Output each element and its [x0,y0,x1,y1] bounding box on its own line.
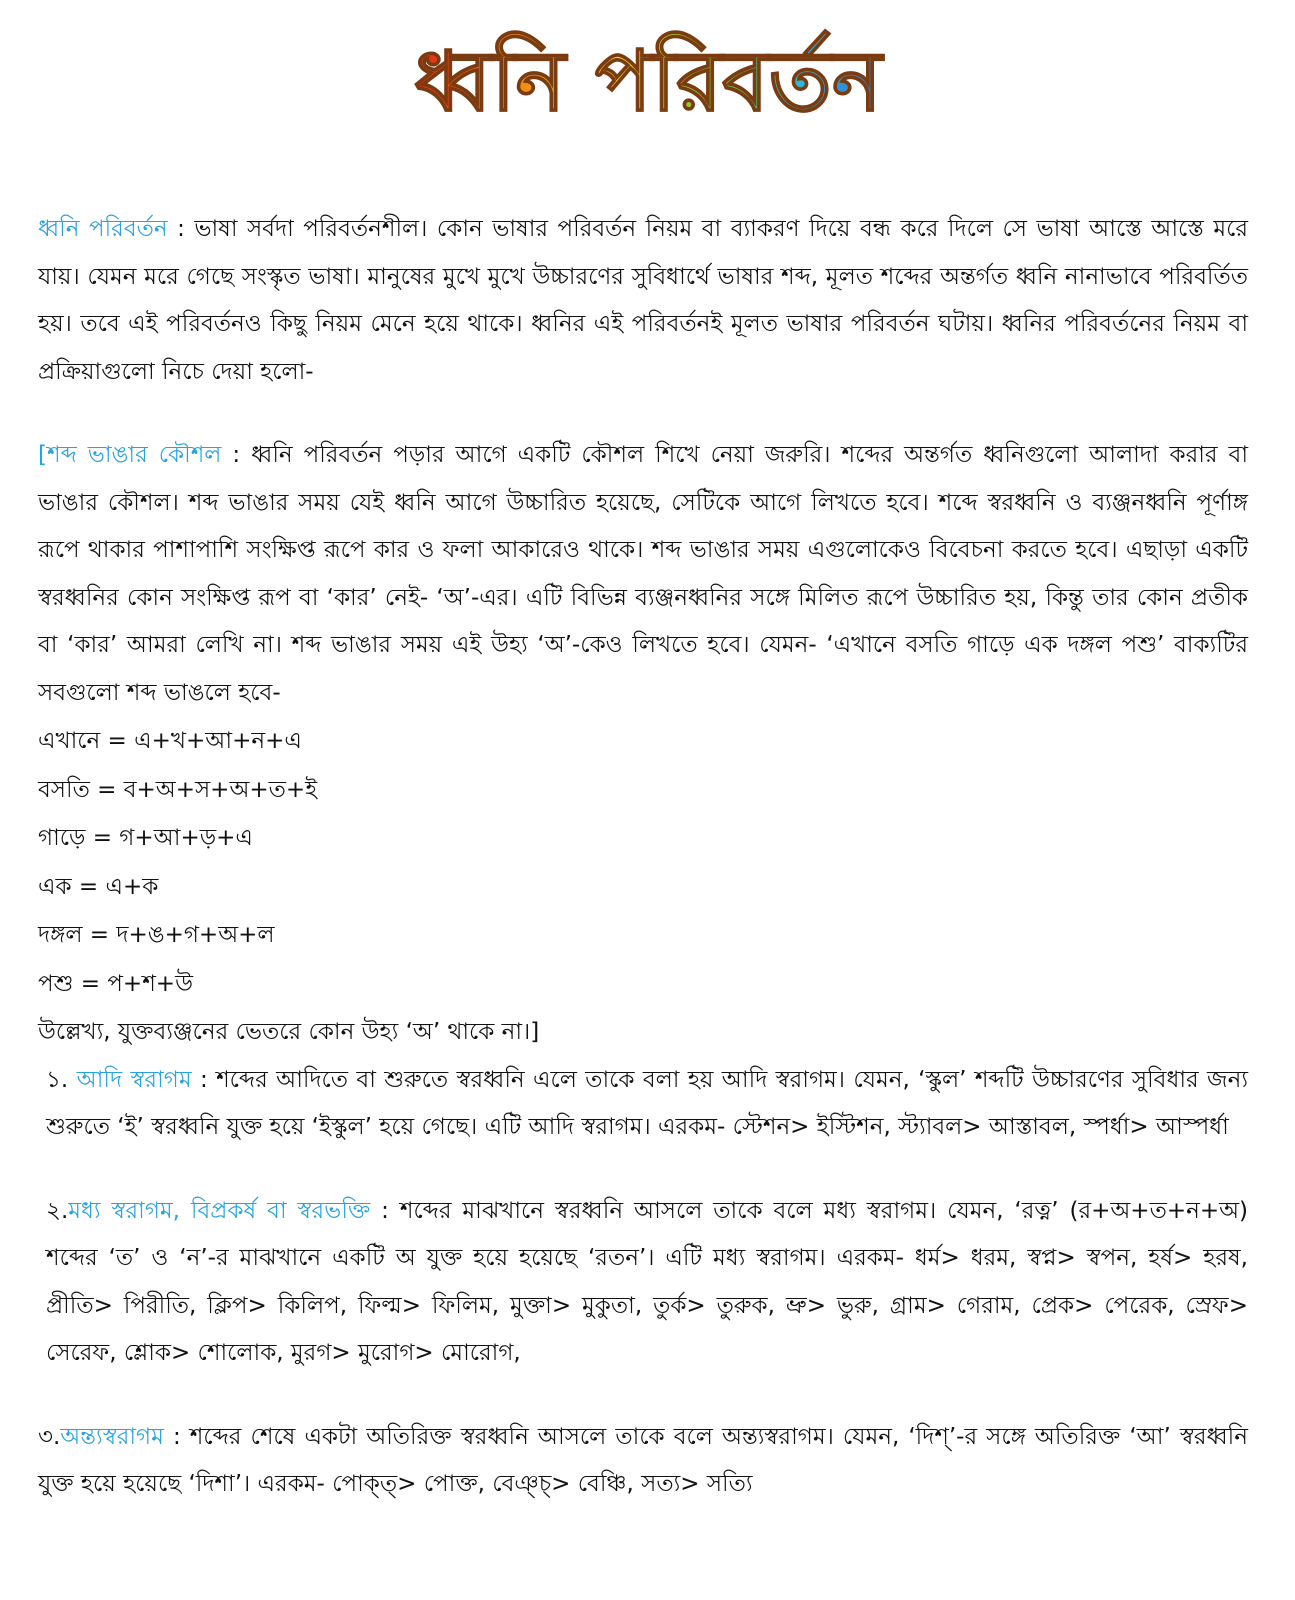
section-text: : শব্দের মাঝখানে স্বরধ্বনি আসলে তাকে বলে মধ্য স্বরাগম। যেমন, ‘রত্ন’ (র+অ+ত+ন+অ) শব্দের ‘ত’ ও ‘ন’-র মাঝখানে একটি অ যুক্ত হয়ে হয়েছে ‘রতন’। এটি মধ্য স্বরাগম। এরকম- ধর্ম> ধরম, স্বপ্ন> স্বপন, হর্ষ> হরষ, প্রীতি> পিরীতি, ক্লিপ> কিলিপ, ফিল্ম> ফিলিম, মুক্তা> মুকুতা, তুর্ক> তুরুক, ভ্রু> ভুরু, গ্রাম> গেরাম, প্রেক> পেরেক, স্রেফ> সেরেফ, শ্লোক> শোলোক, মুরগ> মুরোগ> মোরোগ, [46,1197,1248,1366]
section-medial-vowel [38,1188,1248,1378]
section-text: : শব্দের শেষে একটা অতিরিক্ত স্বরধ্বনি আসলে তাকে বলে অন্ত্যস্বরাগম। যেমন, ‘দিশ্’-র সঙ্গে অতিরিক্ত ‘আ’ স্বরধ্বনি যুক্ত হয়ে হয়েছে ‘দিশা’। এরকম- পোক্ত্> পোক্ত, বেঞ্চ্> বেঞ্চি, সত্য> সত্যি [38,1423,1248,1497]
breakdown-line: এক = এ+ক [38,873,159,900]
section-number: ৩. [38,1423,61,1450]
intro-text: : ভাষা সর্বদা পরিবর্তনশীল। কোন ভাষার পরিবর্তন নিয়ম বা ব্যাকরণ দিয়ে বন্ধ করে দিলে সে ভাষা আস্তে আস্তে মরে যায়। যেমন মরে গেছে সংস্কৃত ভাষা। মানুষের মুখে মুখে উচ্চারণের সুবিধার্থে ভাষার শব্দ, মূলত শব্দের অন্তর্গত ধ্বনি নানাভাবে পরিবর্তিত হয়। তবে এই পরিবর্তনও কিছু নিয়ম মেনে হয়ে থাকে। ধ্বনির এই পরিবর্তনই মূলত ভাষার পরিবর্তন ঘটায়। ধ্বনির পরিবর্তনের নিয়ম বা প্রক্রিয়াগুলো নিচে দেয়া হলো- [38,216,1248,385]
breakdown-line: বসতি = ব+অ+স+অ+ত+ই [38,776,318,803]
breakdown-line: গাড়ে = গ+আ+ড়+এ [38,825,253,851]
section-term: অন্ত্যস্বরাগম [60,1423,164,1450]
technique-bracket: [ [38,442,47,468]
technique-paragraph [38,432,1248,717]
spacer [38,396,1248,432]
intro-term: ধ্বনি পরিবর্তন [38,216,168,242]
section-initial-vowel [38,1057,1248,1152]
spacer [38,1152,1248,1188]
technique-text: : ধ্বনি পরিবর্তন পড়ার আগে একটি কৌশল শিখে নেয়া জরুরি। শব্দের অন্তর্গত ধ্বনিগুলো আলাদা করার বা ভাঙার কৌশল। শব্দ ভাঙার সময় যেই ধ্বনি আগে উচ্চারিত হয়েছে, সেটিকে আগে লিখতে হবে। শব্দে স্বরধ্বনি ও ব্যঞ্জনধ্বনি পূর্ণাঙ্গ রূপে থাকার পাশাপাশি সংক্ষিপ্ত রূপে কার ও ফলা আকারেও থাকে। শব্দ ভাঙার সময় এগুলোকেও বিবেচনা করতে হবে। এছাড়া একটি স্বরধ্বনির কোন সংক্ষিপ্ত রূপ বা ‘কার’ নেই- ‘অ’-এর। এটি বিভিন্ন ব্যঞ্জনধ্বনির সঙ্গে মিলিত রূপে উচ্চারিত হয়, কিন্তু তার কোন প্রতীক বা ‘কার’ আমরা লেখি না। শব্দ ভাঙার সময় এই উহ্য ‘অ’-কেও লিখতে হবে। যেমন- ‘এখানে বসতি গাড়ে এক দঙ্গল পশু’ বাক্যটির সবগুলো শব্দ ভাঙলে হবে- [38,442,1248,706]
title-graphic [388,18,908,148]
document-body [38,206,1248,1509]
technique-term: শব্দ ভাঙার কৌশল [46,442,222,468]
section-number: ১. [46,1066,77,1093]
technique-note: উল্লেখ্য, যুক্তব্যঞ্জনের ভেতরে কোন উহ্য ‘অ’ থাকে না।] [38,1019,540,1045]
spacer [38,1378,1248,1414]
breakdown-line: এখানে = এ+খ+আ+ন+এ [38,728,302,754]
page-title [0,18,1295,148]
section-term: মধ্য স্বরাগম, বিপ্রকর্ষ বা স্বরভক্তি [68,1197,371,1224]
section-number: ২. [46,1197,69,1224]
section-final-vowel [38,1414,1248,1509]
title-text: ধ্বনি পরিবর্তন [413,32,882,130]
breakdown-line: পশু = প+শ+উ [38,970,193,997]
intro-paragraph [38,206,1248,396]
section-text: : শব্দের আদিতে বা শুরুতে স্বরধ্বনি এলে তাকে বলা হয় আদি স্বরাগম। যেমন, ‘স্কুল’ শব্দটি উচ্চারণের সুবিধার জন্য শুরুতে ‘ই’ স্বরধ্বনি যুক্ত হয়ে ‘ইস্কুল’ হয়ে গেছে। এটি আদি স্বরাগম। এরকম- স্টেশন> ইস্টিশন, স্ট্যাবল> আস্তাবল, স্পর্ধা> আস্পর্ধা [46,1066,1248,1140]
breakdown-line: দঙ্গল = দ+ঙ+গ+অ+ল [38,922,275,948]
section-term: আদি স্বরাগম [76,1066,192,1093]
